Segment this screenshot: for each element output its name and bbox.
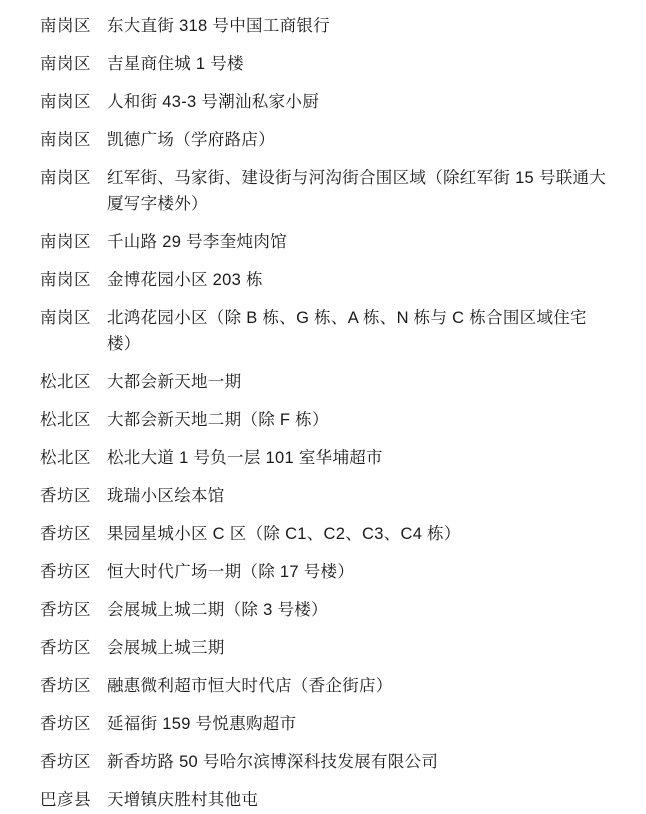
list-item <box>0 268 646 294</box>
place-label: 延福街 159 号悦惠购超市 <box>107 715 297 734</box>
place-label: 吉星商住城 1 号楼 <box>107 55 244 74</box>
place-label: 恒大时代广场一期（除 17 号楼） <box>107 562 355 581</box>
district-label: 松北区 <box>40 448 91 467</box>
district-label: 香坊区 <box>40 677 91 696</box>
place-label: 人和街 43-3 号潮汕私家小厨 <box>107 93 319 112</box>
district-label: 南岗区 <box>40 270 91 289</box>
district-label: 南岗区 <box>40 169 91 188</box>
place-label: 果园星城小区 C 区（除 C1、C2、C3、C4 栋） <box>107 524 461 543</box>
district-label: 香坊区 <box>40 486 91 505</box>
list-item <box>0 370 646 396</box>
district-label: 松北区 <box>40 410 91 429</box>
list-item <box>0 306 646 357</box>
place-label: 金博花园小区 203 栋 <box>107 270 263 289</box>
list-item <box>0 408 646 434</box>
district-label: 南岗区 <box>40 55 91 74</box>
list-item <box>0 484 646 510</box>
list-item <box>0 674 646 700</box>
district-label: 巴彦县 <box>40 791 91 810</box>
place-label: 东大直街 318 号中国工商银行 <box>107 17 330 35</box>
district-label: 香坊区 <box>40 753 91 772</box>
list-item <box>0 522 646 548</box>
list-item <box>0 166 646 217</box>
list-item <box>0 712 646 738</box>
place-label: 大都会新天地一期 <box>107 372 242 391</box>
place-label: 会展城上城三期 <box>107 639 225 658</box>
district-label: 南岗区 <box>40 93 91 112</box>
district-label: 香坊区 <box>40 524 91 543</box>
place-label: 千山路 29 号李奎炖肉馆 <box>107 232 287 251</box>
list-item <box>0 598 646 624</box>
place-label: 松北大道 1 号负一层 101 室华埔超市 <box>107 448 383 467</box>
list-item <box>0 788 646 814</box>
list-item <box>0 90 646 116</box>
place-label: 融惠微利超市恒大时代店（香企街店） <box>107 677 393 696</box>
list-item <box>0 52 646 78</box>
list-item <box>0 14 646 40</box>
district-label: 香坊区 <box>40 601 91 619</box>
district-label: 香坊区 <box>40 562 91 581</box>
list-item <box>0 128 646 154</box>
district-label: 南岗区 <box>40 17 91 35</box>
list-item <box>0 230 646 256</box>
list-item <box>0 560 646 586</box>
list-item <box>0 446 646 472</box>
list-item <box>0 636 646 662</box>
place-label: 北鸿花园小区（除 B 栋、G 栋、A 栋、N 栋与 C 栋合围区域住宅楼） <box>107 309 587 353</box>
place-label: 大都会新天地二期（除 F 栋） <box>107 410 329 429</box>
place-label: 红军街、马家街、建设街与河沟街合围区域（除红军街 15 号联通大厦写字楼外） <box>107 169 607 213</box>
district-label: 南岗区 <box>40 309 91 327</box>
district-label: 松北区 <box>40 372 91 391</box>
district-label: 南岗区 <box>40 131 91 150</box>
district-label: 香坊区 <box>40 639 91 658</box>
place-label: 会展城上城二期（除 3 号楼） <box>107 601 328 619</box>
district-label: 南岗区 <box>40 232 91 251</box>
place-label: 新香坊路 50 号哈尔滨博深科技发展有限公司 <box>107 753 439 772</box>
place-label: 珑瑞小区绘本馆 <box>107 486 225 505</box>
place-label: 天增镇庆胜村其他屯 <box>107 791 259 810</box>
district-label: 香坊区 <box>40 715 91 734</box>
place-label: 凯德广场（学府路店） <box>107 131 275 150</box>
list-item <box>0 750 646 776</box>
